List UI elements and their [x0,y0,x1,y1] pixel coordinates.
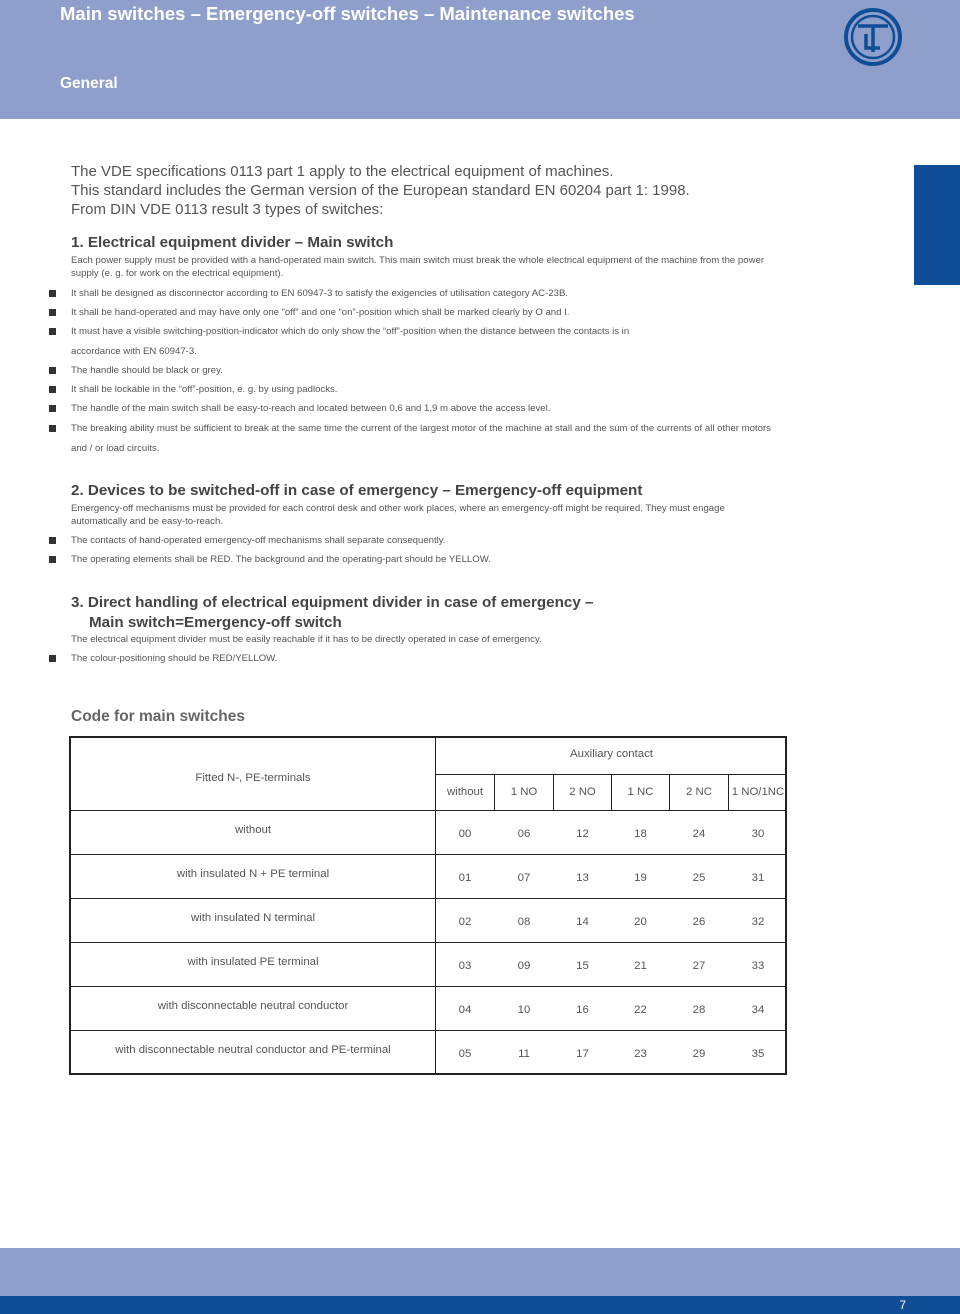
page-title: Main switches – Emergency-off switches – Maintenance switches [60,3,635,24]
table-cell: 26 [692,916,706,928]
page-header [0,0,960,119]
table-cell: 08 [517,916,531,928]
section-1-title: 1. Electrical equipment divider – Main switch [71,234,394,251]
list-item: The contacts of hand-operated emergency-off mechanisms shall separate consequently. [71,531,791,551]
list-item: It shall be lockable in the “off”-position, e. g. by using padlocks. [71,380,791,400]
list-item: The handle of the main switch shall be easy-to-reach and located between 0,6 and 1,9 m above the access level. [71,399,791,419]
code-table-title: Code for main switches [71,708,245,725]
table-cell: 09 [517,960,531,972]
table-cell: 21 [634,960,647,972]
table-row-label: with disconnectable neutral conductor [157,1000,349,1012]
table-cell: 31 [751,872,765,884]
table-column-header: 2 NC [686,786,712,798]
company-logo [842,6,904,68]
table-cell: 32 [751,916,765,928]
table-cell: 35 [751,1048,765,1060]
section-3-paragraph: The electrical equipment divider must be easily reachable if it has to be directly operated in case of emergency. [71,634,542,645]
table-cell: 20 [634,916,647,928]
intro-text: The VDE specifications 0113 part 1 apply to the electrical equipment of machines. This standard includes the German version of the European standard EN 60204 part 1: 1998. From DIN VDE 0113 result 3 types of switches: [71,163,690,218]
table-cell: 16 [576,1004,589,1016]
table-divider [71,1030,787,1031]
table-cell: 24 [692,828,706,840]
table-row-label: with insulated PE terminal [187,956,319,968]
table-cell: 17 [576,1048,589,1060]
table-cell: 04 [458,1004,472,1016]
table-divider [71,986,787,987]
table-cell: 13 [576,872,589,884]
table-cell: 00 [458,828,472,840]
table-cell: 34 [751,1004,765,1016]
table-cell: 30 [751,828,765,840]
table-column-header: 1 NO/1NC [731,786,785,798]
table-cell: 29 [692,1048,706,1060]
table-row-label: without [234,824,272,836]
section-3-title: 3. Direct handling of electrical equipment divider in case of emergency – [71,594,594,611]
table-column-header: without [446,786,484,798]
table-cell: 03 [458,960,472,972]
table-cell: 02 [458,916,472,928]
table-row-label: with insulated N terminal [190,912,316,924]
table-cell: 01 [458,872,472,884]
table-group-header: Auxiliary contact [570,748,653,760]
table-cell: 12 [576,828,589,840]
page-subtitle: General [60,75,118,92]
footer-bar [0,1296,960,1314]
table-cell: 05 [458,1048,472,1060]
table-cell: 22 [634,1004,647,1016]
table-cell: 15 [576,960,589,972]
page-number: 7 [899,1298,906,1312]
list-item: It shall be hand-operated and may have only one “off” and one “on”-position which shall be marked clearly by O and I. [71,303,791,323]
table-cell: 25 [692,872,706,884]
footer-band [0,1248,960,1296]
code-table [69,736,787,1075]
section-3-title-line2: Main switch=Emergency-off switch [89,614,342,631]
table-row-header: Fitted N-, PE-terminals [195,772,311,784]
table-divider [71,898,787,899]
table-row-label: with insulated N + PE terminal [176,868,330,880]
table-cell: 11 [518,1048,530,1060]
table-column-header: 2 NO [569,786,596,798]
table-divider [71,854,787,855]
table-cell: 28 [692,1004,706,1016]
table-cell: 23 [634,1048,647,1060]
table-column-header: 1 NO [510,786,538,798]
list-item: The handle should be black or grey. [71,361,791,381]
list-item: It must have a visible switching-position-indicator which do only show the “off”-position when the distance between the contacts is in accordance with EN 60947-3. [71,322,671,361]
table-cell: 33 [751,960,765,972]
table-cell: 27 [692,960,706,972]
table-column-header: 1 NC [627,786,654,798]
table-cell: 07 [517,872,531,884]
table-divider [71,810,787,811]
list-item: It shall be designed as disconnector according to EN 60947-3 to satisfy the exigencies of utilisation category AC-23B. [71,284,791,304]
table-cell: 06 [517,828,531,840]
table-cell: 14 [576,916,589,928]
list-item: The breaking ability must be sufficient to break at the same time the current of the largest motor of the machine at stall and the sum of the currents of all other motors and / or load circuits. [71,419,776,458]
list-item: The colour-positioning should be RED/YELLOW. [71,649,791,669]
table-cell: 19 [634,872,647,884]
list-item: The operating elements shall be RED. The background and the operating-part should be YELLOW. [71,550,791,570]
table-row-label: with disconnectable neutral conductor and PE-terminal [115,1044,391,1056]
table-cell: 18 [634,828,647,840]
table-cell: 10 [517,1004,531,1016]
section-1-paragraph: Each power supply must be provided with a hand-operated main switch. This main switch must break the whole electrical equipment of the machine from the power supply (e. g. for work on the electrical equipment). [71,255,765,279]
section-2-title: 2. Devices to be switched-off in case of emergency – Emergency-off equipment [71,482,643,499]
table-divider [71,942,787,943]
section-2-paragraph: Emergency-off mechanisms must be provided for each control desk and other work places, where an emergency-off might be required. They must engage automatically and be easy-to-reach. [71,503,725,527]
section-side-tab [914,165,960,285]
